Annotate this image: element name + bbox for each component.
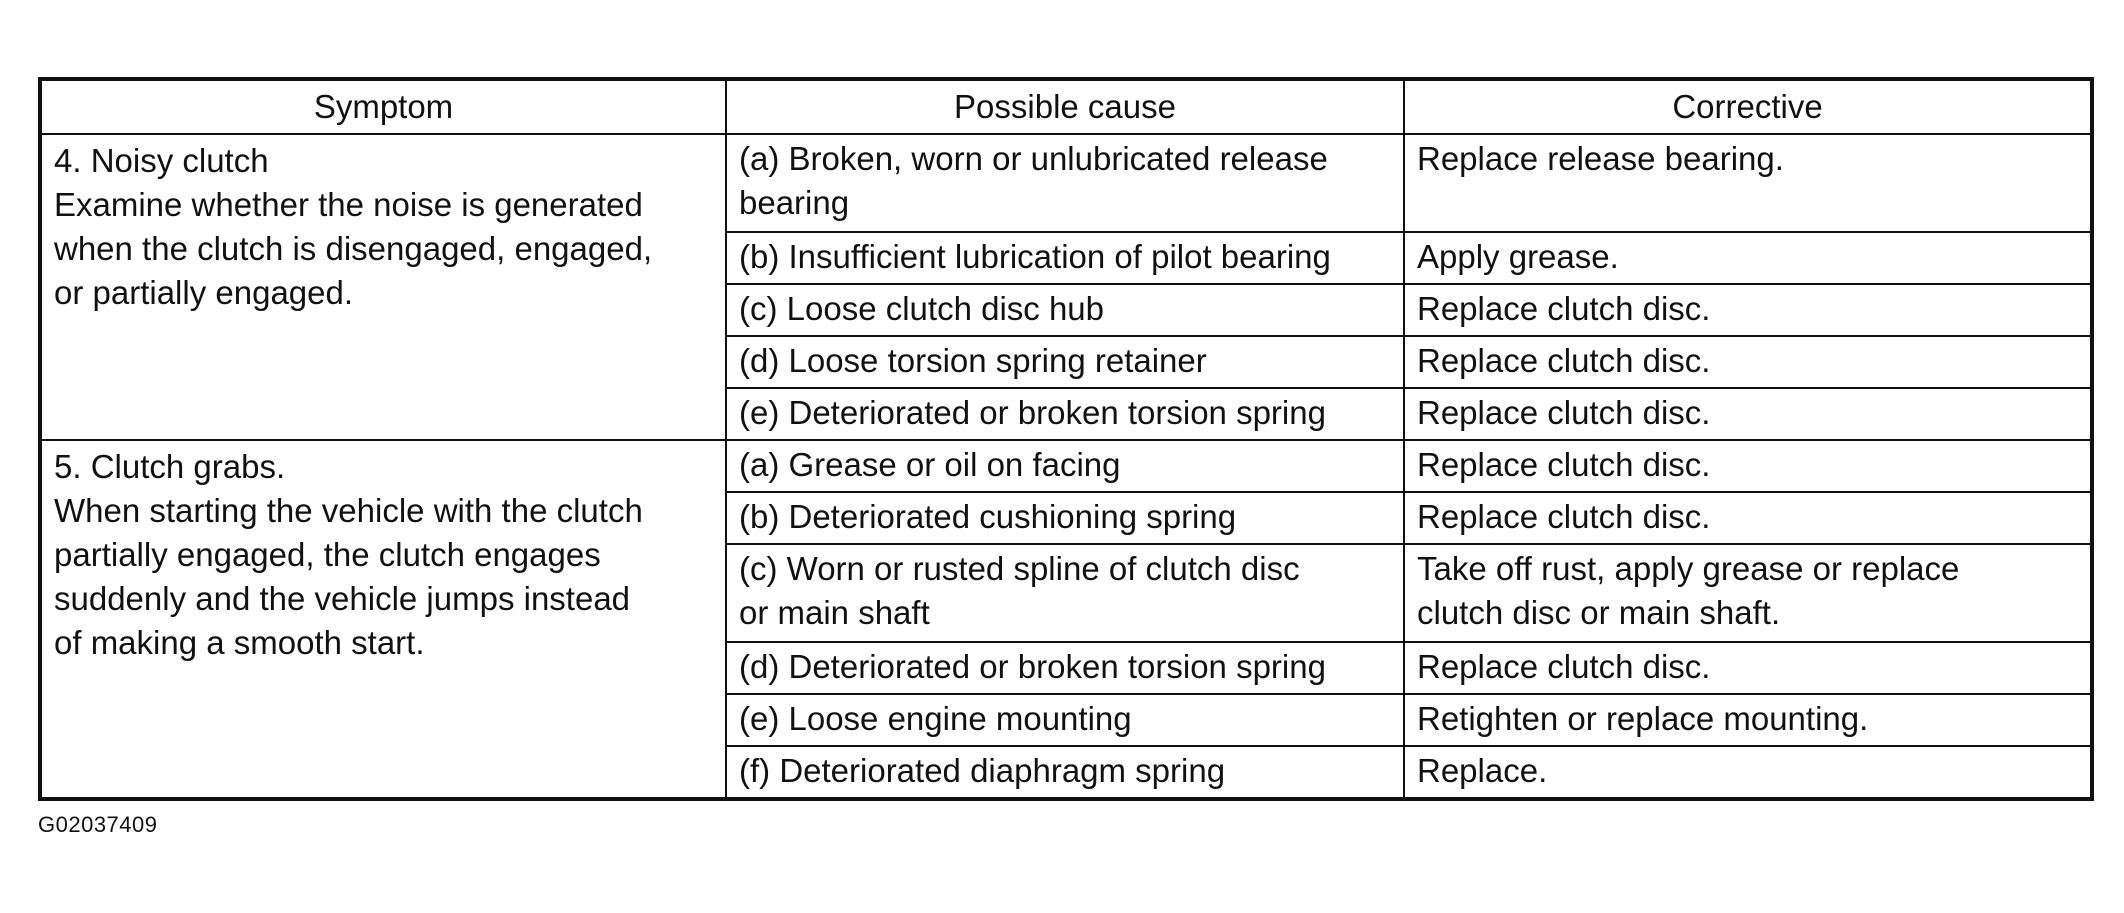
cause-line: (e) Deteriorated or broken torsion spring [739, 394, 1326, 431]
figure-code: G02037409 [38, 812, 158, 837]
corrective-cell [1404, 544, 2092, 642]
corrective-line: Replace clutch disc. [1417, 290, 1711, 327]
symptom-line: of making a smooth start. [54, 624, 425, 661]
cause-cell [726, 134, 1404, 232]
corrective-cell [1404, 440, 2092, 492]
corrective-cell [1404, 134, 2092, 232]
corrective-cell [1404, 284, 2092, 336]
symptom-line: or partially engaged. [54, 274, 354, 311]
troubleshooting-table-wrapper [38, 77, 2090, 801]
corrective-line: Replace clutch disc. [1417, 342, 1711, 379]
cause-cell [726, 694, 1404, 746]
cause-cell [726, 232, 1404, 284]
symptom-line: Examine whether the noise is generated [54, 186, 643, 223]
cause-cell [726, 388, 1404, 440]
cause-line: (d) Loose torsion spring retainer [739, 342, 1207, 379]
corrective-line: Replace clutch disc. [1417, 446, 1711, 483]
cause-line: (f) Deteriorated diaphragm spring [739, 752, 1226, 789]
table-row [40, 440, 2092, 492]
corrective-line: Replace clutch disc. [1417, 498, 1711, 535]
symptom-line: suddenly and the vehicle jumps instead [54, 580, 631, 617]
cause-cell [726, 440, 1404, 492]
symptom-line: 5. Clutch grabs. [54, 448, 286, 485]
cause-line: (d) Deteriorated or broken torsion spring [739, 648, 1326, 685]
cause-cell [726, 746, 1404, 799]
corrective-cell [1404, 388, 2092, 440]
header-symptom: Symptom [40, 79, 726, 134]
corrective-cell [1404, 746, 2092, 799]
symptom-cell-noisy-clutch [40, 134, 726, 440]
symptom-cell-clutch-grabs [40, 440, 726, 799]
header-possible-cause: Possible cause [726, 79, 1404, 134]
cause-cell [726, 492, 1404, 544]
cause-line: (a) Grease or oil on facing [739, 446, 1121, 483]
table-row [40, 134, 2092, 232]
clutch-troubleshooting-table [38, 77, 2094, 801]
cause-line: (a) Broken, worn or unlubricated release [739, 140, 1328, 177]
header-corrective: Corrective [1404, 79, 2092, 134]
cause-cell [726, 544, 1404, 642]
cause-line: (b) Deteriorated cushioning spring [739, 498, 1237, 535]
corrective-cell [1404, 232, 2092, 284]
cause-line: (c) Worn or rusted spline of clutch disc [739, 550, 1300, 587]
cause-cell [726, 336, 1404, 388]
cause-cell [726, 642, 1404, 694]
symptom-line: partially engaged, the clutch engages [54, 536, 601, 573]
cause-line: or main shaft [739, 594, 930, 631]
corrective-line: Retighten or replace mounting. [1417, 700, 1869, 737]
table-header-row [40, 79, 2092, 134]
corrective-line: Replace release bearing. [1417, 140, 1784, 177]
corrective-line: Replace clutch disc. [1417, 394, 1711, 431]
corrective-cell [1404, 336, 2092, 388]
cause-line: (b) Insufficient lubrication of pilot bearing [739, 238, 1331, 275]
symptom-line: when the clutch is disengaged, engaged, [54, 230, 653, 267]
corrective-line: Take off rust, apply grease or replace [1417, 550, 1960, 587]
corrective-cell [1404, 642, 2092, 694]
symptom-line: 4. Noisy clutch [54, 142, 269, 179]
cause-line: (e) Loose engine mounting [739, 700, 1132, 737]
corrective-line: clutch disc or main shaft. [1417, 594, 1781, 631]
cause-line: bearing [739, 184, 850, 221]
corrective-line: Replace. [1417, 752, 1548, 789]
corrective-line: Apply grease. [1417, 238, 1619, 275]
corrective-cell [1404, 694, 2092, 746]
corrective-cell [1404, 492, 2092, 544]
corrective-line: Replace clutch disc. [1417, 648, 1711, 685]
cause-cell [726, 284, 1404, 336]
symptom-line: When starting the vehicle with the clutch [54, 492, 643, 529]
cause-line: (c) Loose clutch disc hub [739, 290, 1105, 327]
